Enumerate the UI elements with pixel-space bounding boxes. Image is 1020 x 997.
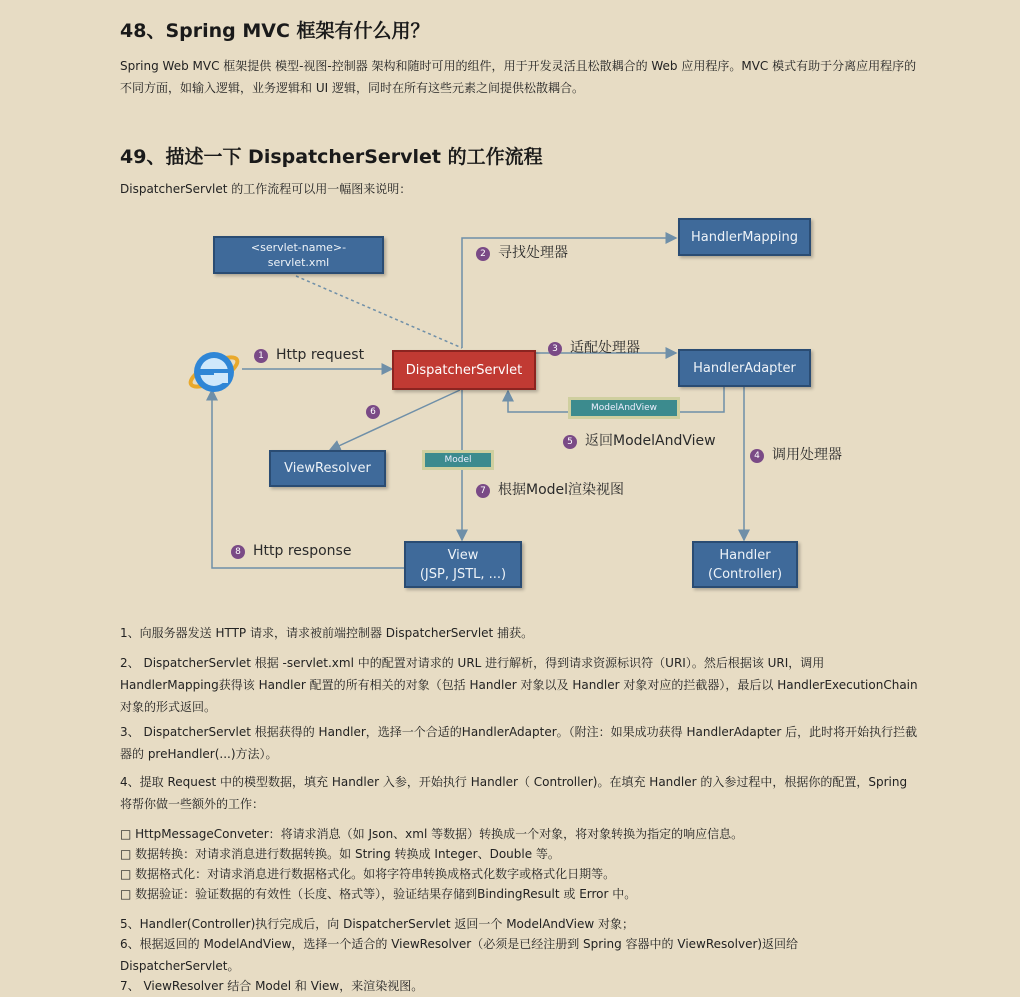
step-7-badge: 7 — [476, 484, 490, 498]
paragraph-5: 5、Handler(Controller)执行完成后，向 DispatcherServlet 返回一个 ModelAndView 对象； — [120, 917, 634, 931]
dispatcher-servlet-box: DispatcherServlet — [392, 350, 536, 390]
step-8-text: Http response — [253, 543, 352, 559]
step-6-badge: 6 — [366, 405, 380, 419]
step-5-badge: 5 — [563, 435, 577, 449]
q49-title: 49、描述一下 DispatcherServlet 的工作流程 — [120, 146, 543, 168]
step-4-label — [750, 444, 842, 464]
step-3-text: 适配处理器 — [570, 340, 640, 356]
paragraph-7: 7、 ViewResolver 结合 Model 和 View，来渲染视图。 — [120, 979, 424, 993]
dispatcher-flow-diagram — [0, 200, 1020, 600]
handler-mapping-box: HandlerMapping — [678, 218, 811, 256]
handler-title: Handler — [719, 547, 771, 563]
bullet-data-validation: □ 数据验证：验证数据的有效性（长度、格式等），验证结果存储到BindingResult 或 Error 中。 — [120, 887, 637, 901]
handler-adapter-box: HandlerAdapter — [678, 349, 811, 387]
step-5-label — [563, 430, 716, 450]
q49-intro: DispatcherServlet 的工作流程可以用一幅图来说明： — [120, 182, 412, 196]
step-4-badge: 4 — [750, 449, 764, 463]
paragraph-1: 1、向服务器发送 HTTP 请求，请求被前端控制器 DispatcherServlet 捕获。 — [120, 626, 534, 640]
q48-body: Spring Web MVC 框架提供 模型-视图-控制器 架构和随时可用的组件，用于开发灵活且松散耦合的 Web 应用程序。MVC 模式有助于分离应用程序的不同方面，如输入逻辑，业务逻辑和 UI 逻辑，同时在所有这些元素之间提供松散耦合。 — [120, 59, 917, 95]
bullet-message-converter: □ HttpMessageConveter：将请求消息（如 Json、xml 等数据）转换成一个对象，将对象转换为指定的响应信息。 — [120, 827, 744, 841]
model-tag: Model — [422, 450, 494, 470]
step-4-text: 调用处理器 — [772, 447, 842, 463]
step-2-badge: 2 — [476, 247, 490, 261]
step-5-text: 返回ModelAndView — [585, 433, 716, 449]
arrow-to-viewresolver — [330, 390, 460, 450]
servlet-xml-tag: <servlet-name>- — [250, 241, 347, 254]
bullet-data-formatting: □ 数据格式化：对请求消息进行数据格式化。如将字符串转换成格式化数字或格式化日期等。 — [120, 867, 616, 881]
step-7-text: 根据Model渲染视图 — [498, 482, 625, 498]
step-1-text: Http request — [276, 347, 365, 363]
handler-box — [692, 541, 798, 588]
paragraph-2: 2、 DispatcherServlet 根据 -servlet.xml 中的配置对请求的 URL 进行解析，得到请求资源标识符（URI）。然后根据该 URI，调用 HandlerMapping获得该 Handler 配置的所有相关的对象（包括 Handler 对象以及 Handler 对象对应的拦截器），最后以 HandlerExecutionChain 对象的形式返回。 — [120, 656, 918, 714]
paragraph-6: 6、根据返回的 ModelAndView，选择一个适合的 ViewResolver（必须是已经注册到 Spring 容器中的 ViewResolver)返回给 DispatcherServlet。 — [120, 937, 799, 973]
step-1-label — [254, 347, 364, 363]
dashed-config-line — [296, 276, 462, 348]
handler-subtitle: (Controller) — [707, 566, 783, 582]
step-1-badge: 1 — [254, 349, 268, 363]
step-2-label — [476, 242, 568, 262]
view-box — [404, 541, 522, 588]
view-subtitle: (JSP, JSTL, ...) — [419, 566, 507, 582]
step-7-label — [476, 479, 624, 499]
q48-title: 48、Spring MVC 框架有什么用？ — [120, 20, 430, 42]
view-title: View — [447, 547, 479, 563]
step-8-badge: 8 — [231, 545, 245, 559]
browser-ie-icon — [186, 340, 242, 400]
view-resolver-box: ViewResolver — [269, 450, 386, 487]
step-8-label — [231, 543, 351, 559]
step-3-label — [548, 337, 640, 357]
modelandview-tag: ModelAndView — [568, 397, 680, 419]
paragraph-3: 3、 DispatcherServlet 根据获得的 Handler，选择一个合适的HandlerAdapter。（附注：如果成功获得 HandlerAdapter 后，此时将开始执行拦截器的 preHandler(...)方法）。 — [120, 725, 918, 761]
servlet-xml-file: servlet.xml — [267, 256, 330, 269]
servlet-xml-box — [213, 236, 384, 274]
paragraph-4: 4、提取 Request 中的模型数据，填充 Handler 入参，开始执行 Handler（ Controller)。在填充 Handler 的入参过程中，根据你的配置，Spring 将帮你做一些额外的工作： — [120, 775, 908, 811]
step-2-text: 寻找处理器 — [498, 245, 568, 261]
step-3-badge: 3 — [548, 342, 562, 356]
bullet-data-conversion: □ 数据转换：对请求消息进行数据转换。如 String 转换成 Integer、Double 等。 — [120, 847, 560, 861]
